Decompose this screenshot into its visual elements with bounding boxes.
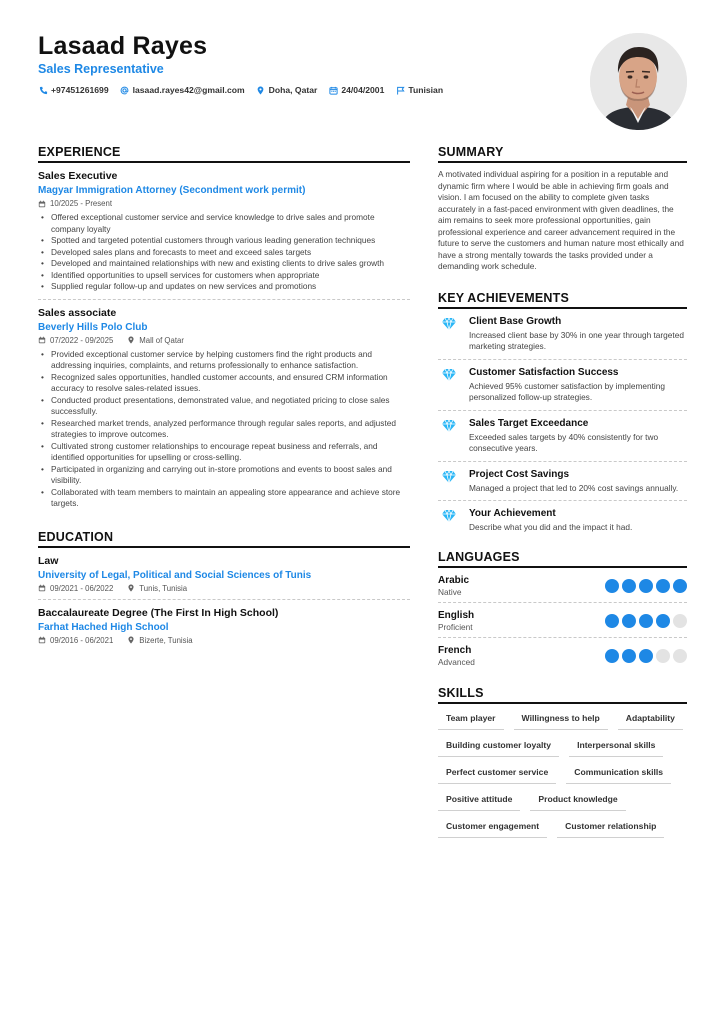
list-item: • Supplied regular follow-up and updates on new services and promotions [38, 281, 410, 293]
profile-photo [590, 33, 687, 130]
location-pin-icon [127, 336, 135, 344]
rating-dot [639, 614, 653, 628]
calendar-icon [38, 336, 46, 344]
rating-dot [673, 579, 687, 593]
location-pin-icon [127, 636, 135, 644]
achievement-desc: Describe what you did and the impact it had. [469, 522, 633, 532]
rating-dot [622, 649, 636, 663]
skill-tag: Adaptability [618, 709, 683, 730]
job-bullets [38, 349, 410, 510]
language-item [438, 568, 687, 603]
contact-nationality [395, 85, 443, 95]
rating-dot [622, 579, 636, 593]
resume-header [38, 32, 578, 95]
job-company: Magyar Immigration Attorney (Secondment work permit) [38, 185, 306, 196]
achievement-item [438, 501, 687, 540]
rating-dot [639, 649, 653, 663]
job-role: Sales Executive [38, 170, 118, 182]
achievement-desc: Exceeded sales targets by 40% consistently for two consecutive years. [469, 431, 659, 453]
school: Farhat Hached High School [38, 621, 169, 633]
skill-tag: Perfect customer service [438, 763, 556, 784]
education-heading: EDUCATION [38, 530, 410, 548]
list-item: • Developed and maintained relationships with new and existing clients to drive sales growth [38, 258, 410, 270]
summary-text: A motivated individual aspiring for a position in a reputable and dynamic firm where I would be able in achieving firm goals and vision. I am focused on the ability to complete given tasks accurately in a fast-paced environment with given deadlines, the aim remains to seek more professional opportunities, gain professional experience and career advancement required in the future to serve the customers and human nature most ethically and have a strong mentally towards the tasks provided under a demanding work schedule. [438, 169, 684, 271]
diamond-icon [441, 367, 459, 404]
skill-tag: Customer relationship [557, 817, 664, 838]
location-pin-icon [127, 584, 135, 592]
skill-tag: Team player [438, 709, 504, 730]
left-column [38, 145, 410, 651]
skill-tag: Customer engagement [438, 817, 547, 838]
achievement-title: Sales Target Exceedance [469, 417, 589, 429]
education-entry [38, 548, 410, 600]
list-item: • Provided exceptional customer service by helping customers find the right products and addressing inquiries, complaints, and returns professionally to enhance satisfaction. [38, 349, 410, 372]
experience-heading: EXPERIENCE [38, 145, 410, 163]
achievement-desc: Managed a project that led to 20% cost savings annually. [469, 482, 679, 493]
contact-bar [38, 85, 578, 95]
degree: Baccalaureate Degree (The First In High School) [38, 606, 279, 619]
language-level: Proficient [438, 621, 473, 632]
rating-dot [673, 614, 687, 628]
contact-birthdate [328, 85, 384, 95]
education-meta [38, 636, 410, 645]
list-item: • Conducted product presentations, demonstrated value, and negotiated pricing to close sales successfully. [38, 395, 410, 418]
contact-location [256, 85, 318, 95]
job-meta [38, 199, 410, 208]
skills-heading: SKILLS [438, 686, 687, 704]
candidate-title: Sales Representative [38, 62, 164, 76]
flag-icon [395, 85, 405, 95]
language-rating [605, 579, 687, 593]
job-company: Beverly Hills Polo Club [38, 321, 148, 333]
list-item: • Identified opportunities to upsell services for customers when appropriate [38, 270, 410, 282]
rating-dot [656, 614, 670, 628]
job-dates: 07/2022 - 09/2025 [38, 336, 113, 345]
list-item: • Cultivated strong customer relationships to encourage repeat business and referrals, and identified opportunities for upselling or cross-selling. [38, 441, 410, 464]
achievement-title: Project Cost Savings [469, 468, 570, 480]
language-level: Advanced [438, 656, 475, 667]
list-item: • Spotted and targeted potential customers through various leading generation techniques [38, 235, 410, 247]
at-icon [120, 85, 130, 95]
diamond-icon [441, 418, 459, 455]
skill-tag: Communication skills [566, 763, 671, 784]
achievement-title: Client Base Growth [469, 315, 562, 327]
calendar-icon [38, 200, 46, 208]
achievement-item [438, 360, 687, 411]
contact-email[interactable] [120, 85, 245, 95]
rating-dot [673, 649, 687, 663]
degree: Law [38, 554, 59, 567]
list-item: • Recognized sales opportunities, handled customer accounts, and ensured CRM information accuracy to resolve sales-related issues. [38, 372, 410, 395]
job-meta [38, 336, 410, 345]
rating-dot [656, 579, 670, 593]
location-pin-icon [256, 85, 266, 95]
right-column [438, 145, 687, 844]
calendar-icon [328, 85, 338, 95]
rating-dot [605, 649, 619, 663]
achievement-title: Your Achievement [469, 508, 556, 519]
school: University of Legal, Political and Social Sciences of Tunis [38, 569, 312, 581]
experience-entry [38, 163, 410, 300]
education-location: Tunis, Tunisia [127, 584, 187, 593]
list-item: • Participated in organizing and carrying out in-store promotions and events to boost sales and visibility. [38, 464, 410, 487]
achievement-desc: Achieved 95% customer satisfaction by implementing personalized follow-up strategies. [469, 380, 665, 402]
job-bullets [38, 212, 410, 293]
diamond-icon [441, 469, 459, 495]
education-dates: 09/2016 - 06/2021 [38, 636, 113, 645]
education-meta [38, 584, 410, 593]
languages-heading: LANGUAGES [438, 550, 687, 568]
rating-dot [605, 614, 619, 628]
education-dates: 09/2021 - 06/2022 [38, 584, 113, 593]
rating-dot [639, 579, 653, 593]
language-rating [605, 649, 687, 663]
job-location: Mall of Qatar [127, 336, 184, 345]
language-rating [605, 614, 687, 628]
skill-tag: Building customer loyalty [438, 736, 559, 757]
achievement-desc: Increased client base by 30% in one year through targeted marketing strategies. [469, 329, 684, 351]
job-dates: 10/2025 - Present [38, 199, 112, 208]
list-item: • Researched market trends, analyzed performance through regular sales reports, and adjusted strategies to improve outcomes. [38, 418, 410, 441]
language-name: French [438, 644, 472, 656]
skills-list [438, 709, 687, 844]
education-entry [38, 600, 410, 651]
language-item [438, 603, 687, 638]
achievement-item [438, 462, 687, 502]
language-name: English [438, 609, 475, 621]
calendar-icon [38, 584, 46, 592]
list-item: • Collaborated with team members to maintain an appealing store appearance and achieve store targets. [38, 487, 410, 510]
achievement-item [438, 411, 687, 462]
summary-heading: SUMMARY [438, 145, 687, 163]
skill-tag: Product knowledge [530, 790, 625, 811]
email-address: lasaad.rayes42@gmail.com [132, 85, 245, 95]
language-name: Arabic [438, 574, 470, 586]
achievement-title: Customer Satisfaction Success [469, 366, 619, 378]
calendar-icon [38, 636, 46, 644]
diamond-icon [441, 508, 459, 534]
list-item: • Developed sales plans and forecasts to meet and exceed sales targets [38, 247, 410, 259]
list-item: • Offered exceptional customer service and service knowledge to drive sales and promote company loyalty [38, 212, 410, 235]
job-role: Sales associate [38, 306, 117, 319]
diamond-icon [441, 316, 459, 353]
achievement-item [438, 309, 687, 360]
skill-tag: Interpersonal skills [569, 736, 663, 757]
skill-tag: Willingness to help [514, 709, 608, 730]
nationality-text: Tunisian [408, 85, 444, 95]
contact-phone [38, 85, 109, 95]
location-text: Doha, Qatar [268, 85, 318, 95]
experience-entry [38, 300, 410, 516]
language-level: Native [438, 586, 462, 597]
education-location: Bizerte, Tunisia [127, 636, 192, 645]
birthdate-text: 24/04/2001 [341, 85, 385, 95]
phone-number: +97451261699 [51, 85, 109, 95]
phone-icon [38, 85, 48, 95]
language-item [438, 638, 687, 672]
candidate-name: Lasaad Rayes [38, 32, 208, 60]
achievements-heading: KEY ACHIEVEMENTS [438, 291, 687, 309]
rating-dot [605, 579, 619, 593]
skill-tag: Positive attitude [438, 790, 520, 811]
rating-dot [656, 649, 670, 663]
rating-dot [622, 614, 636, 628]
